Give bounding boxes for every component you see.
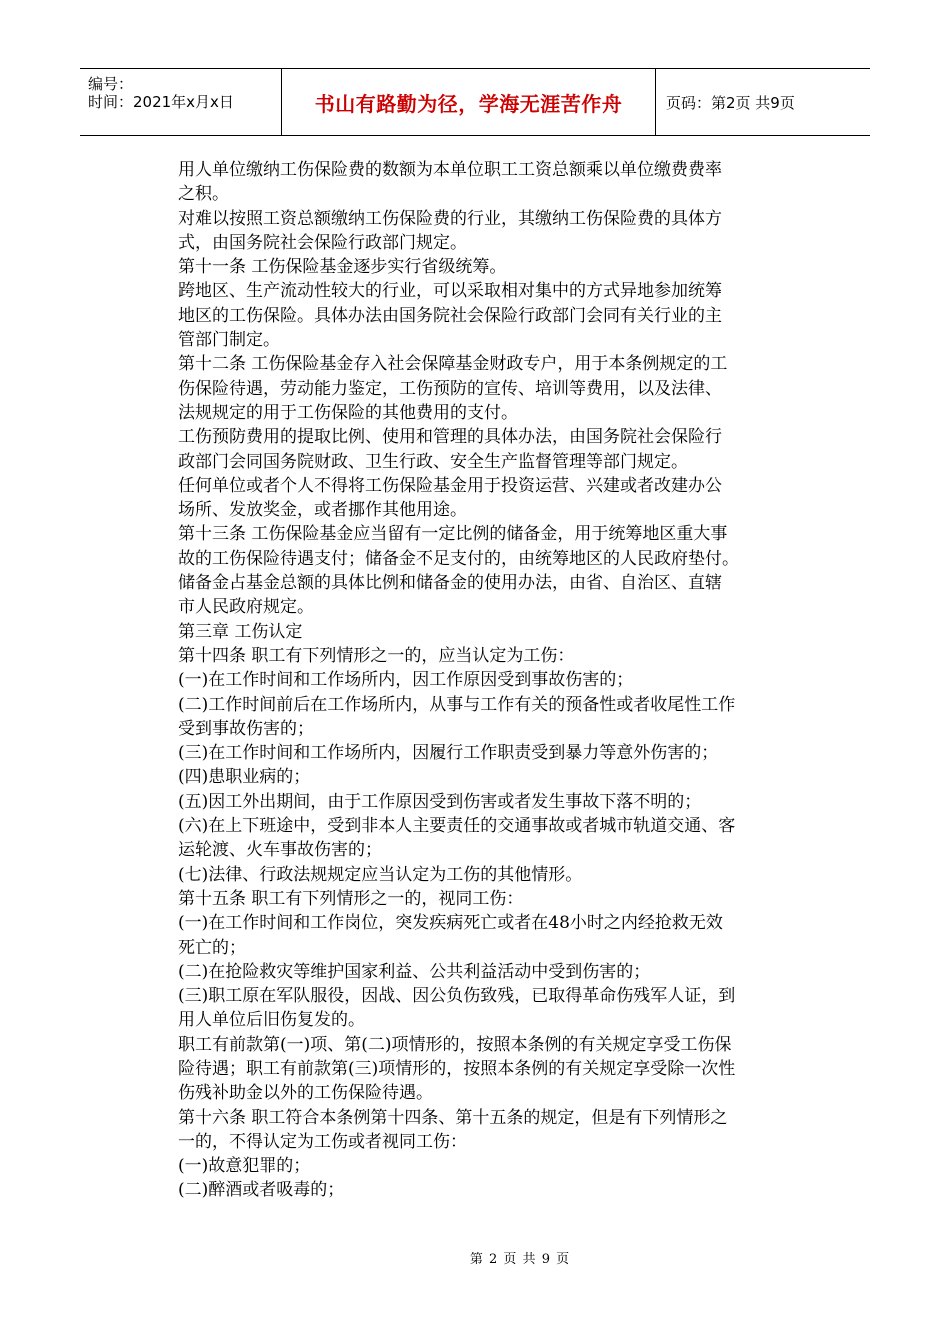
document-header	[80, 68, 870, 136]
paragraph: 第十五条 职工有下列情形之一的，视同工伤：	[178, 888, 524, 909]
header-page-info: 页码：第2页 共9页	[666, 93, 795, 112]
list-item: (一)在工作时间和工作场所内，因工作原因受到事故伤害的；	[178, 670, 634, 691]
motto: 书山有路勤为径，学海无涯苦作舟	[282, 69, 656, 135]
list-item: (五)因工外出期间，由于工作原因受到伤害或者发生事故下落不明的；	[178, 791, 702, 812]
list-item: (三)职工原在军队服役，因战、因公负伤致残，已取得革命伤残军人证，到 用人单位后旧伤复发的。	[178, 986, 736, 1031]
page-footer	[0, 1248, 950, 1267]
paragraph: 第十四条 职工有下列情形之一的，应当认定为工伤：	[178, 645, 575, 666]
paragraph: 工伤预防费用的提取比例、使用和管理的具体办法，由国务院社会保险行 政部门会同国务院财政、卫生行政、安全生产监督管理等部门规定。	[178, 427, 722, 472]
list-item: (二)工作时间前后在工作场所内，从事与工作有关的预备性或者收尾性工作 受到事故伤害的；	[178, 694, 736, 739]
paragraph: 任何单位或者个人不得将工伤保险基金用于投资运营、兴建或者改建办公 场所、发放奖金，或者挪作其他用途。	[178, 475, 722, 521]
paragraph: 第十二条 工伤保险基金存入社会保障基金财政专户，用于本条例规定的工 伤保险待遇，劳动能力鉴定，工伤预防的宣传、培训等费用，以及法律、 法规规定的用于工伤保险的其他费用的支付。	[178, 354, 728, 423]
list-item: (一)在工作时间和工作岗位，突发疾病死亡或者在48小时之内经抢救无效 死亡的；	[178, 913, 723, 958]
list-item: (一)故意犯罪的；	[178, 1156, 311, 1177]
header-meta	[80, 69, 282, 135]
code-label: 编号：	[88, 75, 134, 93]
paragraph: 对难以按照工资总额缴纳工伤保险费的行业，其缴纳工伤保险费的具体方 式，由国务院社会保险行政部门规定。	[178, 208, 722, 253]
paragraph: 用人单位缴纳工伤保险费的数额为本单位职工工资总额乘以单位缴费费率 之积。	[178, 160, 722, 205]
time-label: 时间：2021年x月x日	[88, 93, 234, 111]
paragraph: 第十三条 工伤保险基金应当留有一定比例的储备金，用于统筹地区重大事 故的工伤保险待遇支付；储备金不足支付的，由统筹地区的人民政府垫付。 储备金占基金总额的具体比例和储备金的使用办法，由省、自治区、直辖 市人民政府规定。	[178, 524, 739, 618]
chapter-heading: 第三章 工伤认定	[178, 621, 303, 642]
list-item: (二)在抢险救灾等维护国家利益、公共利益活动中受到伤害的；	[178, 961, 651, 982]
list-item: (六)在上下班途中，受到非本人主要责任的交通事故或者城市轨道交通、客 运轮渡、火车事故伤害的；	[178, 816, 736, 861]
document-body	[178, 158, 808, 1203]
paragraph: 跨地区、生产流动性较大的行业，可以采取相对集中的方式异地参加统筹 地区的工伤保险。具体办法由国务院社会保险行政部门会同有关行业的主 管部门制定。	[178, 281, 722, 351]
list-item: (四)患职业病的；	[178, 767, 311, 788]
paragraph: 职工有前款第(一)项、第(二)项情形的，按照本条例的有关规定享受工伤保 险待遇；职工有前款第(三)项情形的，按照本条例的有关规定享受除一次性 伤残补助金以外的工伤保险待遇。	[178, 1034, 736, 1104]
list-item: (三)在工作时间和工作场所内，因履行工作职责受到暴力等意外伤害的；	[178, 743, 719, 764]
list-item: (七)法律、行政法规规定应当认定为工伤的其他情形。	[178, 864, 583, 885]
paragraph: 第十六条 职工符合本条例第十四条、第十五条的规定，但是有下列情形之 一的，不得认定为工伤或者视同工伤：	[178, 1107, 728, 1152]
footer-page-number: 第 2 页 共 9 页	[469, 1252, 571, 1267]
list-item: (二)醉酒或者吸毒的；	[178, 1180, 345, 1201]
article-heading: 第十一条 工伤保险基金逐步实行省级统筹。	[178, 257, 507, 278]
